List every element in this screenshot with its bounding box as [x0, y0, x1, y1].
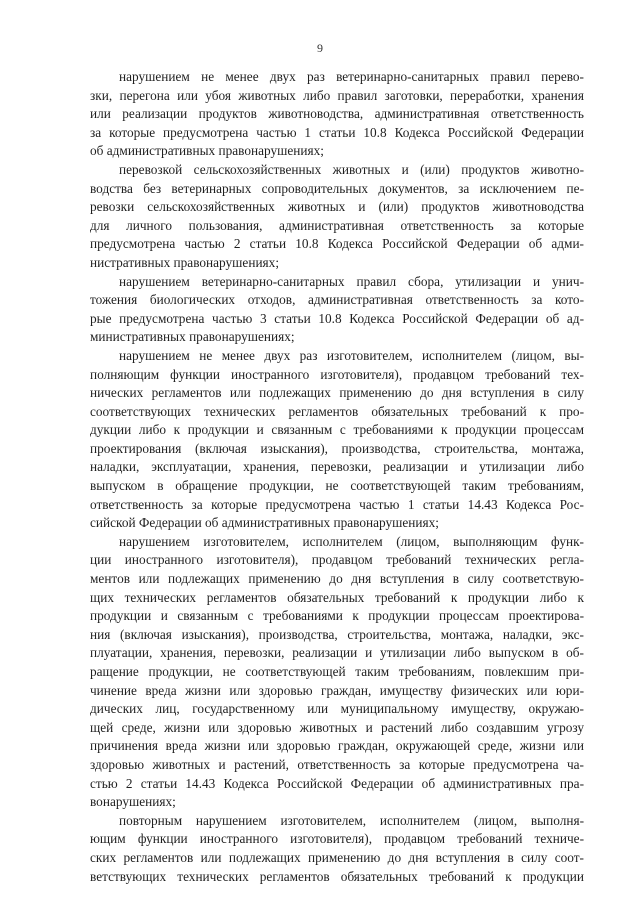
paragraph	[90, 68, 584, 161]
text-line: вонарушениях;	[90, 794, 176, 810]
text-line: нических регламентов или подлежащих применению до дня вступления в силу	[90, 385, 584, 401]
text-line: перевозкой сельскохозяйственных животных и (или) продуктов животно-	[119, 161, 584, 177]
paragraph	[90, 273, 584, 347]
text-line: наладки, эксплуатации, хранения, перевозки, реализации и утилизации либо	[90, 459, 584, 475]
text-line: нарушением ветеринарно-санитарных правил сбора, утилизации и унич-	[119, 273, 584, 289]
text-line: стью 2 статьи 14.43 Кодекса Российской Федерации об административных пра-	[90, 775, 584, 791]
text-line: повторным нарушением изготовителем, исполнителем (лицом, выполня-	[119, 812, 584, 828]
text-line: ских регламентов или подлежащих применению до дня вступления в силу соот-	[90, 849, 584, 865]
text-line: дукции либо к продукции и связанным с требованиями к продукции процессам	[90, 422, 584, 438]
text-line: щих технических регламентов обязательных требований к продукции либо к	[90, 589, 584, 605]
document-body	[90, 68, 584, 886]
text-line: ветствующих технических регламентов обязательных требований к продукции	[90, 868, 584, 884]
text-line: министративных правонарушениях;	[90, 329, 295, 345]
text-line: за которые предусмотрена частью 1 статьи 10.8 Кодекса Российской Федерации	[90, 124, 584, 140]
text-line: ревозки сельскохозяйственных животных и (или) продуктов животноводства	[90, 199, 584, 215]
paragraph	[90, 161, 584, 273]
paragraph	[90, 347, 584, 533]
text-line: ющим функции иностранного изготовителя), продавцом требований техниче-	[90, 831, 584, 847]
text-line: соответствующих технических регламентов обязательных требований к про-	[90, 403, 584, 419]
text-line: для личного пользования, административная ответственность за которые	[90, 217, 584, 233]
text-line: здоровью животных и растений, ответственность за которые предусмотрена ча-	[90, 756, 584, 772]
paragraph	[90, 812, 584, 886]
text-line: плуатации, хранения, перевозки, реализации и утилизации либо выпуском в об-	[90, 645, 584, 661]
text-line: дических лиц, государственному или муниципальному имуществу, окружаю-	[90, 701, 584, 717]
text-line: об административных правонарушениях;	[90, 143, 324, 159]
text-line: нарушением не менее двух раз ветеринарно-санитарных правил перево-	[119, 69, 584, 84]
text-line: продукции и связанным с требованиями к продукции процессам проектирова-	[90, 608, 584, 624]
text-line: или реализации продуктов животноводства, административная ответственность	[90, 106, 584, 122]
text-line: рые предусмотрена частью 3 статьи 10.8 Кодекса Российской Федерации об ад-	[90, 310, 584, 326]
page-number: 9	[317, 41, 323, 55]
text-line: сийской Федерации об административных правонарушениях;	[90, 515, 439, 531]
text-line: водства без ветеринарных сопроводительных документов, за исключением пе-	[90, 180, 584, 196]
text-line: ращение продукции, не соответствующей таким требованиям, повлекшим при-	[90, 664, 584, 679]
text-line: чинение вреда жизни или здоровью граждан, имуществу физических или юри-	[90, 682, 584, 698]
text-line: проектирования (включая изыскания), производства, строительства, монтажа,	[90, 440, 584, 456]
text-line: причинения вреда жизни или здоровью граждан, окружающей среде, жизни или	[90, 738, 584, 754]
text-line: нарушением изготовителем, исполнителем (лицом, выполняющим функ-	[119, 533, 584, 549]
text-line: ции иностранного изготовителя), продавцом требований технических регла-	[90, 552, 584, 568]
text-line: зки, перегона или убоя животных либо правил заготовки, переработки, хранения	[90, 87, 584, 103]
text-line: выпуском в обращение продукции, не соответствующей таким требованиям,	[90, 478, 584, 494]
text-line: щей среде, жизни или здоровью животных и растений либо создавшим угрозу	[90, 719, 584, 735]
text-line: нистративных правонарушениях;	[90, 254, 280, 270]
paragraph	[90, 533, 584, 812]
text-line: ответственность за которые предусмотрена частью 1 статьи 14.43 Кодекса Рос-	[90, 496, 584, 512]
text-line: полняющим функции иностранного изготовителя), продавцом требований тех-	[90, 366, 584, 382]
text-line: предусмотрена частью 2 статьи 10.8 Кодекса Российской Федерации об адми-	[90, 236, 584, 252]
text-line: нарушением не менее двух раз изготовителем, исполнителем (лицом, вы-	[119, 347, 584, 363]
text-line: ния (включая изыскания), производства, строительства, монтажа, наладки, экс-	[90, 626, 584, 642]
text-line: ментов или подлежащих применению до дня вступления в силу соответствую-	[90, 571, 584, 587]
text-line: тожения биологических отходов, административная ответственность за кото-	[90, 292, 584, 308]
